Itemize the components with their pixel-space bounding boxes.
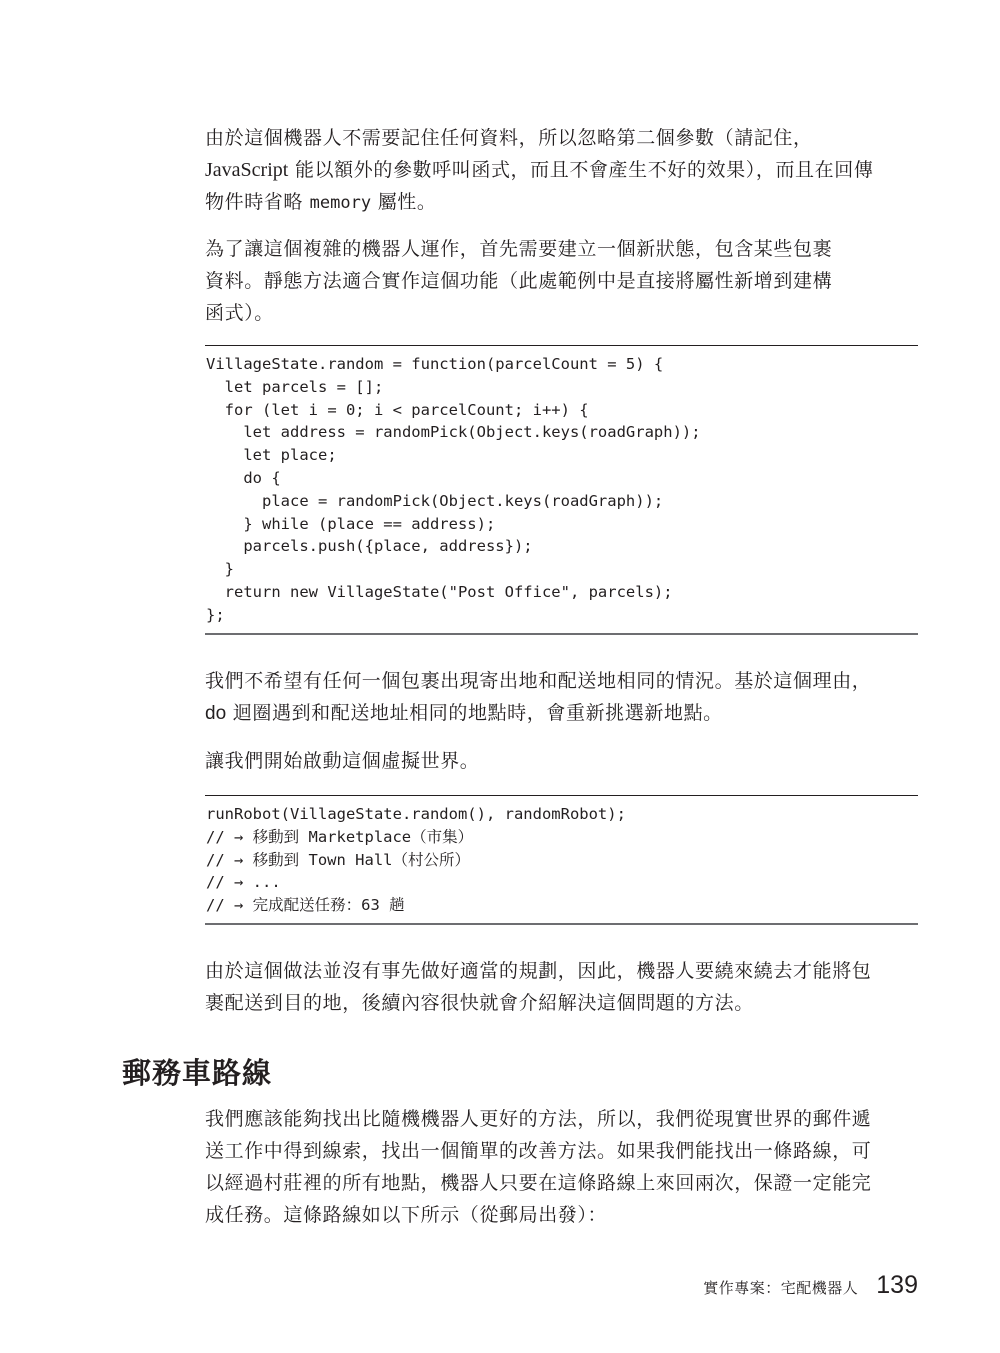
- code-line: };: [206, 605, 225, 624]
- paragraph-line: 為了讓這個複雜的機器人運作，首先需要建立一個新狀態，包含某些包裹: [205, 238, 833, 260]
- paragraph-line: 函式）。: [205, 302, 274, 324]
- section-heading: 郵務車路線: [122, 1056, 273, 1090]
- paragraph-no-planning: [205, 955, 919, 1019]
- javascript-term: JavaScript: [205, 159, 289, 181]
- keyword-do: do: [205, 703, 227, 724]
- inline-code-memory: memory: [309, 193, 372, 213]
- paragraph-do-loop: [205, 665, 919, 730]
- paragraph-start-world: [205, 745, 919, 777]
- paragraph-line: 由於這個機器人不需要記住任何資料，所以忽略第二個參數（請記住，: [205, 127, 813, 149]
- code-line: let address = randomPick(Object.keys(roadGraph));: [206, 423, 701, 442]
- code-line: // → 移動到 Marketplace（市集）: [206, 827, 474, 846]
- code-line: runRobot(VillageState.random(), randomRobot);: [206, 805, 626, 823]
- code-line: do {: [206, 468, 281, 487]
- paragraph-text: 屬性。: [371, 191, 437, 213]
- code-line: let place;: [206, 446, 337, 465]
- paragraph-text: 迴圈遇到和配送地址相同的地點時，會重新挑選新地點。: [226, 702, 723, 724]
- paragraph-ignore-memory: [205, 122, 919, 219]
- paragraph-line: [205, 154, 919, 186]
- paragraph-line: [205, 697, 919, 730]
- paragraph-line: 讓我們開始啟動這個虛擬世界。: [205, 750, 480, 772]
- code-line: parcels.push({place, address});: [206, 537, 533, 556]
- code-block-bottom-rule: [205, 923, 918, 925]
- page-number: 139: [876, 1271, 918, 1299]
- paragraph-text: 能以額外的參數呼叫函式，而且不會產生不好的效果），而且在回傳: [288, 159, 874, 181]
- paragraph-mail-route: [205, 1103, 919, 1231]
- paragraph-line: [205, 186, 919, 219]
- code-line: // → 完成配送任務：63 趟: [206, 896, 405, 915]
- code-listing: [205, 346, 918, 633]
- paragraph-line: 我們不希望有任何一個包裹出現寄出地和配送地相同的情況。基於這個理由，: [205, 670, 872, 692]
- code-line: VillageState.random = function(parcelCount = 5) {: [206, 355, 664, 373]
- paragraph-line: 送工作中得到線索，找出一個簡單的改善方法。如果我們能找出一條路線，可: [205, 1140, 872, 1162]
- running-chapter-title: 實作專案：宅配機器人: [703, 1279, 859, 1297]
- paragraph-line: 由於這個做法並沒有事先做好適當的規劃，因此，機器人要繞來繞去才能將包: [205, 960, 872, 982]
- code-line: return new VillageState("Post Office", parcels);: [206, 582, 673, 601]
- code-line: } while (place == address);: [206, 514, 496, 533]
- code-line: place = randomPick(Object.keys(roadGraph));: [206, 491, 664, 510]
- paragraph-line: 我們應該能夠找出比隨機機器人更好的方法，所以，我們從現實世界的郵件遞: [205, 1108, 872, 1130]
- code-line: // → ...: [206, 873, 281, 892]
- paragraph-text: 物件時省略: [205, 191, 310, 213]
- paragraph-line: 裹配送到目的地，後續內容很快就會介紹解決這個問題的方法。: [205, 992, 754, 1014]
- paragraph-line: 以經過村莊裡的所有地點，機器人只要在這條路線上來回兩次，保證一定能完: [205, 1172, 872, 1194]
- code-listing: [205, 796, 918, 923]
- paragraph-new-state: [205, 233, 919, 329]
- code-line: // → 移動到 Town Hall（村公所）: [206, 850, 470, 869]
- page-footer: [703, 1271, 918, 1300]
- code-line: let parcels = [];: [206, 377, 384, 396]
- paragraph-line: 資料。靜態方法適合實作這個功能（此處範例中是直接將屬性新增到建構: [205, 270, 833, 292]
- code-line: }: [206, 560, 234, 579]
- code-block-bottom-rule: [205, 633, 918, 635]
- code-block-run-robot: [205, 795, 918, 925]
- code-block-villagestate-random: [205, 345, 918, 635]
- code-line: for (let i = 0; i < parcelCount; i++) {: [206, 400, 589, 419]
- paragraph-line: 成任務。這條路線如以下所示（從郵局出發）：: [205, 1204, 608, 1226]
